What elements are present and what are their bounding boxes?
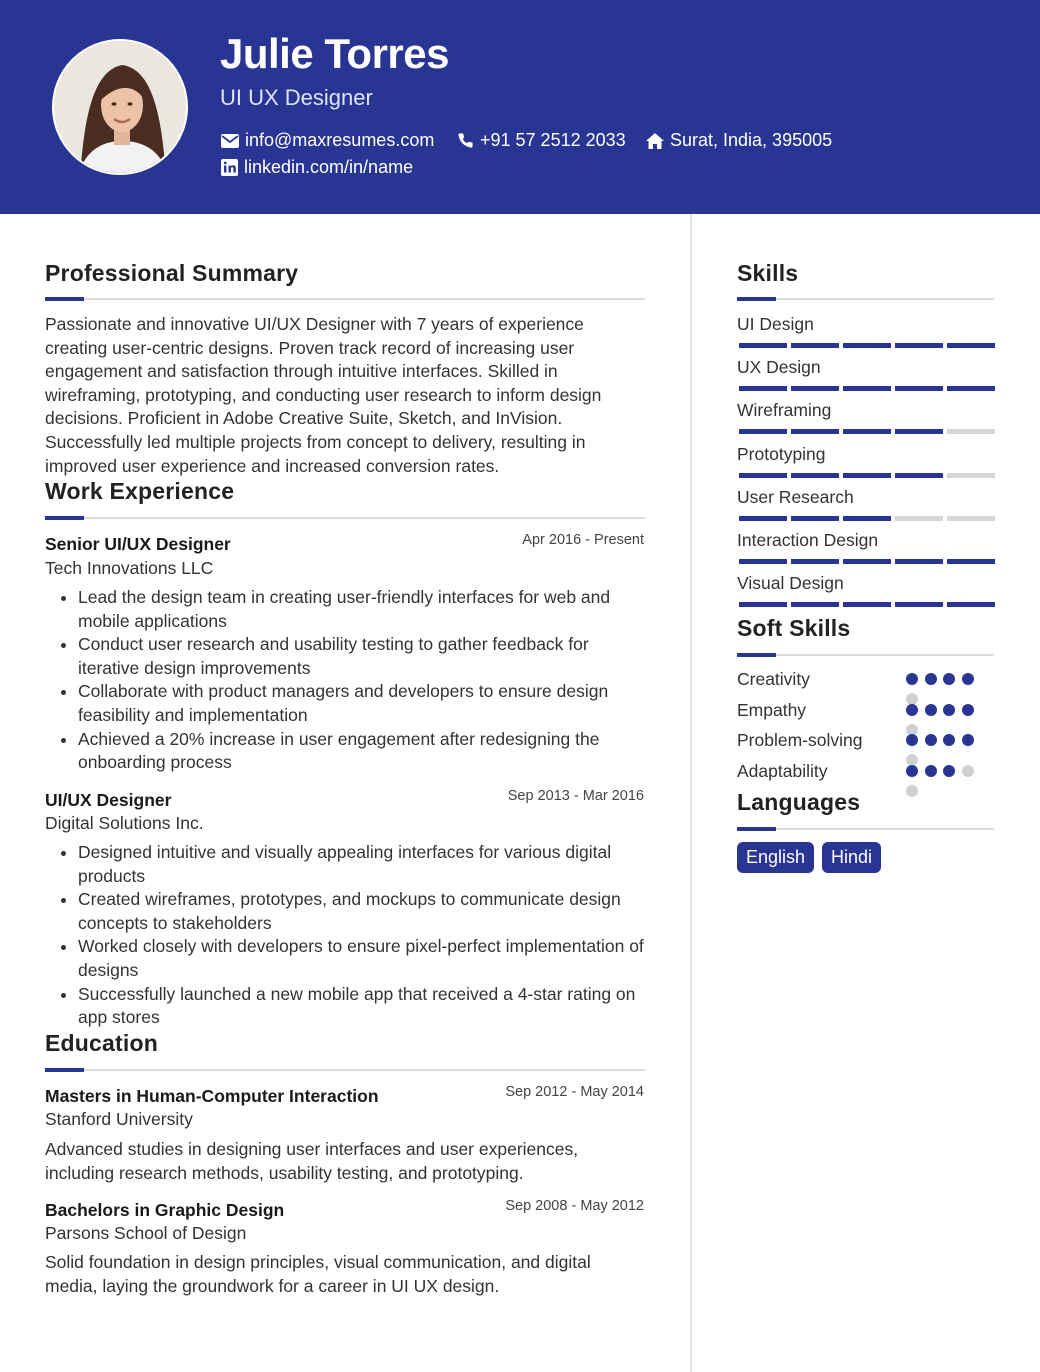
skill-segment-filled <box>791 602 839 607</box>
skill-segment-filled <box>739 429 787 434</box>
education-description: Solid foundation in design principles, visual communication, and digital media, laying the groundwork for a career in UI UX design. <box>45 1252 591 1296</box>
location-contact <box>646 130 832 151</box>
candidate-title: UI UX Designer <box>220 85 373 110</box>
job-bullet: • Designed intuitive and visually appealing interfaces for various digital products <box>78 841 645 888</box>
skill-name: Prototyping <box>737 444 826 464</box>
summary-text: Passionate and innovative UI/UX Designer with 7 years of experience creating user-centric designs. Proven track record of increasing user engagement and satisfaction through intuitive interfaces. Skilled in wireframing, prototyping, and conducting user research to inform design decisions. Proficient in Adobe Creative Suite, Sketch, and InVision. Successfully led multiple projects from concept to delivery, resulting in improved user experience and increased conversion rates. <box>45 314 602 476</box>
skill-segment-empty <box>947 516 995 521</box>
skill-segment-empty <box>947 429 995 434</box>
linkedin-text: linkedin.com/in/name <box>244 157 414 177</box>
skill-segment-filled <box>895 343 943 348</box>
job-bullets <box>45 841 645 1030</box>
skill-segment-filled <box>739 386 787 391</box>
rating-dot-empty <box>906 785 918 797</box>
linkedin-icon <box>221 159 238 176</box>
rating-dot-filled <box>962 704 974 716</box>
job-role: Senior UI/UX Designer <box>45 534 231 554</box>
skill-name: Visual Design <box>737 573 844 593</box>
rating-dot-filled <box>962 734 974 746</box>
rating-dot-filled <box>906 704 918 716</box>
home-icon <box>646 133 664 149</box>
job-bullet: • Achieved a 20% increase in user engagement after redesigning the onboarding process <box>78 728 645 775</box>
skills-rule <box>737 298 994 300</box>
rating-dot-filled <box>925 734 937 746</box>
skill-segment-filled <box>895 429 943 434</box>
rating-dot-filled <box>925 704 937 716</box>
skill-segment-filled <box>843 386 891 391</box>
job-bullet: • Collaborate with product managers and developers to ensure design feasibility and implementation <box>78 680 645 727</box>
soft-skills-heading: Soft Skills <box>737 615 851 641</box>
phone-contact[interactable] <box>457 130 626 151</box>
job-date: Sep 2013 - Mar 2016 <box>507 788 644 804</box>
rating-dot-filled <box>906 673 918 685</box>
skill-segment-filled <box>843 516 891 521</box>
job-bullet: • Conduct user research and usability testing to gather feedback for iterative design improvements <box>78 633 645 680</box>
education-degree: Bachelors in Graphic Design <box>45 1200 285 1220</box>
skill-segment-filled <box>739 559 787 564</box>
skill-name: User Research <box>737 487 854 507</box>
soft-skills-rule <box>737 654 994 656</box>
skill-level-bar <box>739 473 995 478</box>
skill-segment-filled <box>947 559 995 564</box>
skill-segment-filled <box>791 429 839 434</box>
education-school: Parsons School of Design <box>45 1223 247 1243</box>
envelope-icon <box>221 134 239 148</box>
skill-segment-filled <box>843 429 891 434</box>
summary-rule <box>45 298 645 300</box>
skill-segment-filled <box>947 386 995 391</box>
rating-dot-filled <box>943 734 955 746</box>
education-degree: Masters in Human-Computer Interaction <box>45 1086 379 1106</box>
skill-segment-filled <box>843 343 891 348</box>
resume-header <box>0 0 1040 214</box>
skill-segment-filled <box>895 602 943 607</box>
job-company: Tech Innovations LLC <box>45 558 214 578</box>
profile-photo <box>52 39 188 175</box>
job-bullet: • Created wireframes, prototypes, and mockups to communicate design concepts to stakeholders <box>78 888 645 935</box>
skill-segment-filled <box>843 559 891 564</box>
rating-dot-filled <box>943 704 955 716</box>
skill-segment-empty <box>895 516 943 521</box>
phone-text: +91 57 2512 2033 <box>480 130 626 150</box>
rating-dot-empty <box>962 765 974 777</box>
summary-heading: Professional Summary <box>45 260 299 286</box>
skill-level-bar <box>739 429 995 434</box>
skill-level-bar <box>739 516 995 521</box>
skill-level-bar <box>739 559 995 564</box>
job-bullet: • Worked closely with developers to ensure pixel-perfect implementation of designs <box>78 935 645 982</box>
rating-dot-filled <box>943 765 955 777</box>
education-rule <box>45 1069 645 1071</box>
rating-dot-filled <box>925 765 937 777</box>
skill-segment-filled <box>843 473 891 478</box>
job-role: UI/UX Designer <box>45 790 172 810</box>
skill-name: UI Design <box>737 314 814 334</box>
languages-heading: Languages <box>737 789 861 815</box>
skill-segment-filled <box>739 473 787 478</box>
rating-dot-filled <box>943 673 955 685</box>
language-badge: English <box>737 842 814 873</box>
soft-skill-name: Creativity <box>737 669 810 689</box>
skill-segment-filled <box>739 602 787 607</box>
languages-rule <box>737 828 994 830</box>
experience-heading: Work Experience <box>45 478 235 504</box>
experience-rule <box>45 517 645 519</box>
skill-segment-filled <box>895 386 943 391</box>
skill-segment-filled <box>791 386 839 391</box>
skill-level-bar <box>739 386 995 391</box>
skill-segment-filled <box>739 343 787 348</box>
education-description: Advanced studies in designing user interfaces and user experiences, including research methods, usability testing, and prototyping. <box>45 1139 579 1183</box>
rating-dot-filled <box>962 673 974 685</box>
skill-level-bar <box>739 602 995 607</box>
linkedin-contact[interactable] <box>221 157 413 178</box>
soft-skill-name: Empathy <box>737 700 807 720</box>
skill-segment-filled <box>947 343 995 348</box>
skill-name: Wireframing <box>737 400 832 420</box>
skill-segment-filled <box>791 559 839 564</box>
job-bullet: • Successfully launched a new mobile app that received a 4-star rating on app stores <box>78 983 645 1030</box>
email-contact[interactable] <box>221 130 434 151</box>
skill-segment-filled <box>843 602 891 607</box>
skill-segment-filled <box>791 516 839 521</box>
skill-segment-filled <box>791 473 839 478</box>
education-date: Sep 2008 - May 2012 <box>505 1198 644 1214</box>
rating-dot-filled <box>906 734 918 746</box>
rating-dot-filled <box>906 765 918 777</box>
location-text: Surat, India, 395005 <box>670 130 833 150</box>
skill-segment-filled <box>739 516 787 521</box>
skill-name: UX Design <box>737 357 821 377</box>
education-school: Stanford University <box>45 1109 193 1129</box>
skills-heading: Skills <box>737 260 799 286</box>
soft-skill-name: Adaptability <box>737 761 828 781</box>
soft-skill-name: Problem-solving <box>737 730 863 750</box>
skill-segment-filled <box>895 559 943 564</box>
job-date: Apr 2016 - Present <box>522 532 644 548</box>
phone-icon <box>457 132 474 149</box>
job-bullet: • Lead the design team in creating user-friendly interfaces for web and mobile applications <box>78 586 645 633</box>
language-badge: Hindi <box>822 842 881 873</box>
column-divider <box>690 214 692 1372</box>
job-bullets <box>45 586 645 775</box>
email-text: info@maxresumes.com <box>245 130 435 150</box>
rating-dot-filled <box>925 673 937 685</box>
skill-segment-filled <box>895 473 943 478</box>
education-heading: Education <box>45 1030 158 1056</box>
education-date: Sep 2012 - May 2014 <box>505 1084 644 1100</box>
skill-segment-filled <box>947 602 995 607</box>
skill-segment-empty <box>947 473 995 478</box>
candidate-name: Julie Torres <box>220 30 449 77</box>
skill-name: Interaction Design <box>737 530 879 550</box>
skill-segment-filled <box>791 343 839 348</box>
skill-level-bar <box>739 343 995 348</box>
profile-photo-illustration <box>54 41 188 175</box>
job-company: Digital Solutions Inc. <box>45 813 204 833</box>
